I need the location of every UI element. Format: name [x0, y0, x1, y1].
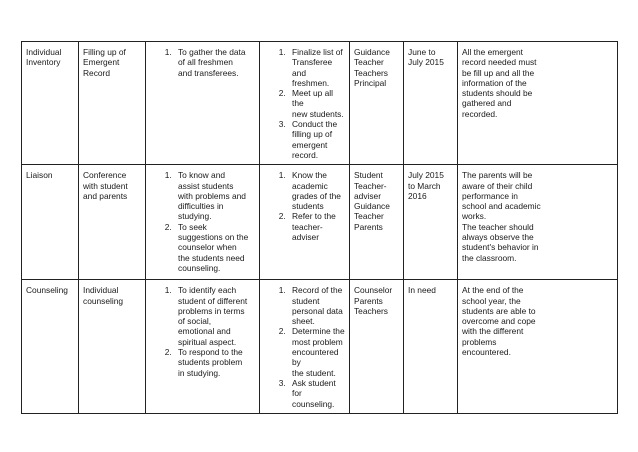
- persons-involved-text: Counselor Parents Teachers: [354, 285, 393, 316]
- table-row: [22, 165, 618, 280]
- service-area-text: Counseling: [26, 285, 68, 296]
- objectives-cell: [146, 165, 260, 280]
- expected-outcome-cell: [458, 42, 618, 165]
- activity-cell: [79, 42, 146, 165]
- strategies-cell: [260, 165, 350, 280]
- activity-cell: [79, 165, 146, 280]
- objectives-list: [150, 285, 255, 378]
- strategy-item: 2. Determine the most problem encountered by the student.: [288, 326, 345, 377]
- time-frame-text: In need: [408, 285, 436, 296]
- activity-text: Conference with student and parents: [83, 170, 128, 201]
- activity-text: Individual counseling: [83, 285, 124, 306]
- strategy-item: 2. Meet up all the new students.: [288, 88, 345, 119]
- strategies-cell: [260, 42, 350, 165]
- table-row: [22, 42, 618, 165]
- strategy-item: 2. Refer to the teacher-adviser: [288, 211, 345, 242]
- strategies-list: [264, 285, 345, 409]
- activity-cell: [79, 280, 146, 414]
- guidance-plan-sheet: [21, 41, 617, 414]
- persons-involved-text: Guidance Teacher Teachers Principal: [354, 47, 390, 88]
- persons-involved-cell: [350, 280, 404, 414]
- time-frame-cell: [404, 165, 458, 280]
- strategy-item: 1. Record of the student personal data sheet.: [288, 285, 345, 326]
- objective-item: 1. To know and assist students with problems and difficulties in studying.: [174, 170, 255, 221]
- objectives-cell: [146, 280, 260, 414]
- strategy-item: 1. Know the academic grades of the students: [288, 170, 345, 211]
- objectives-cell: [146, 42, 260, 165]
- expected-outcome-cell: [458, 165, 618, 280]
- objectives-list: [150, 170, 255, 273]
- strategies-list: [264, 170, 345, 242]
- time-frame-text: June to July 2015: [408, 47, 444, 68]
- service-area-cell: [22, 42, 79, 165]
- objective-item: 2. To respond to the students problem in studying.: [174, 347, 255, 378]
- activity-text: Filling up of Emergent Record: [83, 47, 126, 78]
- objective-item: 1. To gather the data of all freshmen and transferees.: [174, 47, 255, 78]
- time-frame-text: July 2015 to March 2016: [408, 170, 444, 201]
- guidance-program-table: [21, 41, 618, 414]
- time-frame-cell: [404, 42, 458, 165]
- persons-involved-text: Student Teacher- adviser Guidance Teacher Parents: [354, 170, 390, 232]
- service-area-text: Individual Inventory: [26, 47, 62, 68]
- expected-outcome-text: All the emergent record needed must be fill up and all the information of the students should be gathered and recorded.: [462, 47, 537, 119]
- expected-outcome-text: The parents will be aware of their child performance in school and academic works. The teacher should always observe the student's behavior in the classroom.: [462, 170, 541, 263]
- objective-item: 1. To identify each student of different problems in terms of social, emotional and spiritual aspect.: [174, 285, 255, 347]
- service-area-cell: [22, 280, 79, 414]
- strategy-item: 3. Ask student for counseling.: [288, 378, 345, 409]
- expected-outcome-text: At the end of the school year, the students are able to overcome and cope with the different problems encountered.: [462, 285, 536, 358]
- strategies-cell: [260, 280, 350, 414]
- strategy-item: 1. Finalize list of Transferee and freshmen.: [288, 47, 345, 88]
- objective-item: 2. To seek suggestions on the counselor when the students need counseling.: [174, 222, 255, 273]
- strategies-list: [264, 47, 345, 160]
- service-area-text: Liaison: [26, 170, 53, 181]
- table-row: [22, 280, 618, 414]
- expected-outcome-cell: [458, 280, 618, 414]
- service-area-cell: [22, 165, 79, 280]
- time-frame-cell: [404, 280, 458, 414]
- persons-involved-cell: [350, 42, 404, 165]
- strategy-item: 3. Conduct the filling up of emergent record.: [288, 119, 345, 160]
- persons-involved-cell: [350, 165, 404, 280]
- objectives-list: [150, 47, 255, 78]
